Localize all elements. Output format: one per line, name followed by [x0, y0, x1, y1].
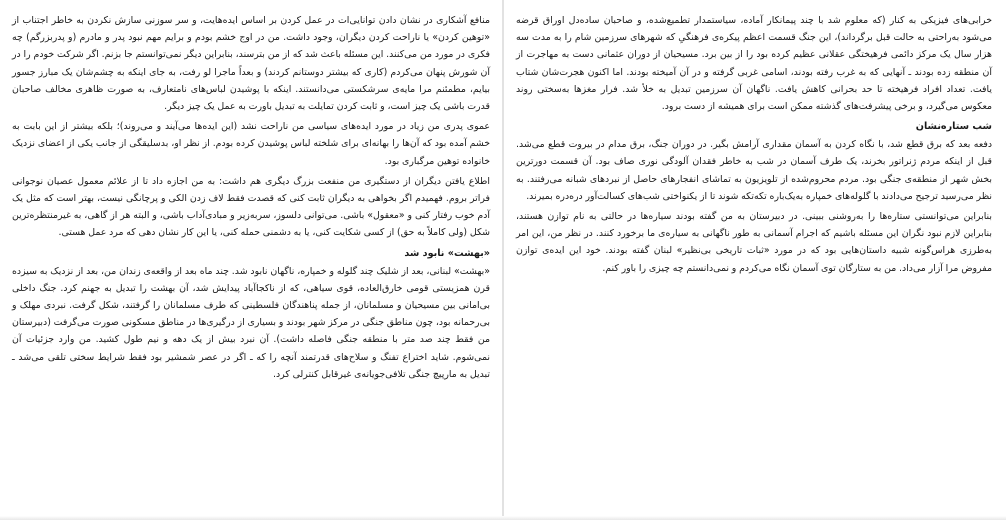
page-bottom-edge — [0, 516, 1006, 520]
book-spine-divider — [502, 0, 504, 520]
left-page-paragraph-2: عموی پدری من زیاد در مورد ایده‌های سیاسی من ناراحت نشد (این ایده‌ها می‌آیند و می‌روند)؛ بلکه بیشتر از این بابت به خشم آمده بود که آن‌ها را بهانه‌ای برای شلخته لباس پوشیدن کرده بودم. از نظر او، بدسلیقگی از جانب یکی از اعضای نزدیک خانواده توهین مرگباری بود. — [12, 121, 490, 167]
right-page-paragraph-3: بنابراین می‌توانستی ستاره‌ها را به‌روشنی ببینی. در دبیرستان به من گفته بودند سیاره‌ها در حالتی به نام توازن هستند، بنابراین لازم نبود نگران این مسئله باشیم که اجرام آسمانی به طور ناگهانی به سیاره‌ی ما برخورد کنند. در نظر من، این امر به‌طرزی هراس‌گونه شبیه داستان‌هایی بود که در مورد «ثبات تاریخی بی‌نظیر» لبنان گفته بودند. خود این ایده‌ی توازن مفروض مرا آزار می‌داد. من به ستارگان توی آسمان نگاه می‌کردم و نمی‌دانستم چه چیزی را باور کنم. — [516, 211, 992, 274]
right-page-section-heading: شب ستاره‌نشان — [915, 121, 992, 133]
left-page-section-heading: «بهشت» نابود شد — [404, 247, 490, 259]
left-page-paragraph-3: اطلاع یافتن دیگران از دستگیری من منفعت بزرگ دیگری هم داشت: به من اجازه داد تا از علائم معمول عصیان نوجوانی فراتر بروم. فهمیدم اگر بخواهی به دیگران ثابت کنی که قصدت فقط لاف زدن الکی و پرچانگی نیست، بهتر است که مثل یک آدم خوب رفتار کنی و «معقول» باشی. می‌توانی دلسوز، سربه‌زیر و مبادی‌آداب باشی، و البته هر از گاهی، به غیرمنتظره‌ترین شکل (ولی کاملاً به حق) از کسی شکایت کنی، یا به دشمنی حمله کنی، یا این کار نشان دهی که مرد عمل هستی. — [12, 175, 490, 239]
right-page-paragraph-2: دفعه بعد که برق قطع شد، با نگاه کردن به آسمان مقداری آرامش بگیر. در دوران جنگ، برق مدام در بیروت قطع می‌شد. قبل از اینکه مردم ژنراتور بخرند، یک طرف آسمان در شب به خاطر فقدان آلودگی نوری صاف بود. آن قسمت دورترین بخش شهر از منطقه‌ی جنگی بود. مردم محروم‌شده از تلویزیون به تماشای انفجارهای حاصل از نبردهای شبانه می‌رفتند. به نظر می‌رسید ترجیح می‌دادند با گلوله‌های خمپاره به‌یک‌باره تکه‌تکه شوند تا از یکنواختی شب‌های کسالت‌آور دره‌دره بمیرند. — [516, 139, 992, 202]
left-page-paragraph-1: منافع آشکاری در نشان دادن توانایی‌ات در عمل کردن بر اساس ایده‌هایت، و سر سوزنی سازش نکردن به خاطر اجتناب از «توهین کردن» یا ناراحت کردن دیگران، وجود داشت. من در اوج خشم بودم و برایم مهم نبود پدر و مادرم (و پدربزرگم) چه فکری در مورد من می‌کنند. این مسئله باعث شد که از من بترسند، بنابراین دیگر نمی‌توانستم جا بزنم. اگر شرکت خودم را در آن شورش پنهان می‌کردم (کاری که بیشتر دوستانم کردند) و بعداً ماجرا لو رفت، به جای اینکه به چشم‌شان یک مبارز جسور بیایم، مطمئنم مرا مایه‌ی سرشکستی می‌دانستند. اینکه با پوشیدن لباس‌های نامتعارف، به صورت ظاهری مخالف صاحبان قدرت باشی یک چیز است، و ثابت کردن تمایلت به تبدیل باورت به عمل یک چیز دیگر. — [12, 15, 490, 113]
left-page-paragraph-4: «بهشت» لبنانی، بعد از شلیک چند گلوله و خمپاره، ناگهان نابود شد. چند ماه بعد از واقعه‌ی زندان من، بعد از نزدیک به سیزده قرن همزیستی قومی خارق‌العاده، قوی سیاهی، که از ناکجاآباد پیدایش شد، آن بهشت را تبدیل به جهنم کرد. جنگ داخلی بی‌امانی بین مسیحیان و مسلمانان، از جمله پناهندگان فلسطینی که طرف مسلمانان را گرفتند، شکل گرفت. نبردی مهلک و بی‌رحمانه بود، چون مناطق جنگی در مرکز شهر بودند و بسیاری از درگیری‌ها در مناطق مسکونی صورت می‌گرفت (دبیرستان من فقط چند صد متر با منطقه جنگی فاصله داشت). آن نبرد بیش از یک دهه و نیم طول کشید. من وارد جزئیات آن نمی‌شوم. شاید اختراع تفنگ و سلاح‌های قدرتمند آنچه را که ـ اگر در عصر شمشیر بود فقط شرایط سختی تلقی می‌شد ـ تبدیل به مارپیچ جنگی تلافی‌جویانه‌ی غیرقابل کنترلی کرد. — [12, 265, 490, 380]
right-page — [510, 0, 1002, 520]
left-page — [4, 0, 498, 520]
right-page-paragraph-1: خرابی‌های فیزیکی به کنار (که معلوم شد با چند پیمانکار آماده، سیاستمدار تطمیع‌شده، و صاحبان ساده‌دل اوراق قرضه می‌شود به‌راحتی به حالت قبل برگرداند)، این جنگ قسمت اعظم پیکره‌ی فرهنگیِ که شهرهای سرزمین شام را به مدت سه هزار سال یک مرکز دائمی فرهیختگی عقلانی عظیم کرده بود را از بین برد. مسیحیان از دوران عثمانی دست به مهاجرت از آن منطقه زده بودند ـ آنهایی که به غرب رفته بودند، اسامی غربی گرفته و در آن آمیخته بودند. اما اکنون هجرت‌شان شتاب یافت. تعداد افراد فرهیخته تا حد بحرانی کاهش یافت. ناگهان آن سرزمین تبدیل به خلأ شد. فرار مغزها به‌سختی روند معکوس می‌گیرد، و برخی پیشرفت‌های گذشته ممکن است برای همیشه از دست برود. — [516, 15, 992, 113]
